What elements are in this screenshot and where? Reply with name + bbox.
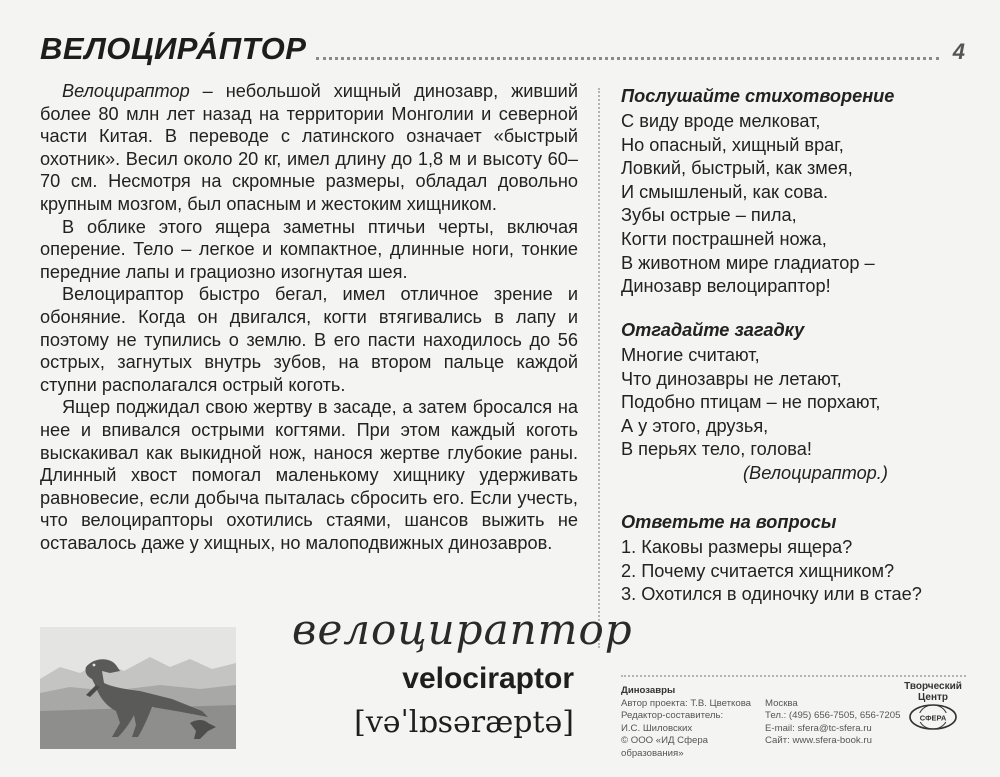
poem-line: Когти пострашней ножа, bbox=[621, 228, 827, 249]
paragraph-1-text: – небольшой хищный динозавр, живший более 80 млн лет назад на территории Монголии и северной части Китая. В переводе с латинского означает «быстрый охотник». Весил около 20 кг, имел длину до 1,8 м и высоту 60–70 см. Несмотря на скромные размеры, обладал довольно крупным мозгом, был опасным и жестоким хищником. bbox=[40, 81, 578, 214]
logo-line-2: Центр bbox=[917, 692, 949, 703]
poem-line: И смышленый, как сова. bbox=[621, 181, 829, 202]
riddle-section bbox=[621, 318, 971, 486]
footer-credits bbox=[621, 685, 761, 761]
footer-line: Редактор-составитель: bbox=[621, 710, 724, 722]
latin-word: velociraptor bbox=[402, 662, 574, 695]
riddle-line: Многие считают, bbox=[621, 345, 760, 365]
dotted-leader bbox=[316, 57, 938, 60]
footer-line: Москва bbox=[765, 697, 798, 709]
paragraph-4: Ящер поджидал свою жертву в засаде, а затем бросался на нее и впивался острыми когтями. При этом каждый коготь выскакивал как выкидной нож, нанося жертве глубокие раны. Длинный хвост помогал маленькому хищнику удерживать равновесие, если добыча пыталась сбросить его. Если учесть, что велоцирапторы охотились стаями, шансов выжить не оставалось даже у хищных, но малоподвижных динозавров. bbox=[40, 397, 578, 553]
poem-line: Зубы острые – пила, bbox=[621, 205, 797, 226]
cursive-word: велоцираптор bbox=[292, 605, 633, 654]
footer-contacts bbox=[765, 685, 905, 748]
question-item: 1. Каковы размеры ящера? bbox=[621, 537, 853, 557]
footer-line: И.С. Шиловских bbox=[621, 722, 693, 734]
footer-line bbox=[765, 685, 905, 698]
footer-line: Автор проекта: Т.В. Цветкова bbox=[621, 697, 752, 709]
publisher-logo bbox=[900, 681, 966, 731]
sphere-logo-icon bbox=[908, 703, 958, 731]
poem-heading: Послушайте стихотворение bbox=[621, 86, 895, 106]
article-text bbox=[40, 80, 578, 554]
footer-line: E-mail: sfera@tc-sfera.ru bbox=[765, 722, 872, 734]
riddle-line: Подобно птицам – не порхают, bbox=[621, 392, 881, 413]
logo-word: СФЕРА bbox=[919, 713, 947, 723]
footer-line: Сайт: www.sfera-book.ru bbox=[765, 735, 872, 747]
question-item: 3. Охотился в одиночку или в стае? bbox=[621, 584, 922, 605]
paragraph-1-italic: Велоцираптор bbox=[62, 81, 190, 101]
poem-line: В животном мире гладиатор – bbox=[621, 252, 875, 273]
footer-line: Тел.: (495) 656-7505, 656-7205 bbox=[765, 710, 901, 722]
paragraph-1 bbox=[40, 80, 578, 216]
transcription: [vəˈlɒsəræptə] bbox=[354, 705, 574, 740]
logo-line-1: Творческий bbox=[904, 681, 962, 692]
footer-series: Динозавры bbox=[621, 685, 676, 696]
riddle-line: Что динозавры не летают, bbox=[621, 368, 842, 389]
questions-section bbox=[621, 510, 971, 607]
page-title: ВЕЛОЦИРА́ПТОР bbox=[40, 31, 307, 66]
riddle-line: А у этого, друзья, bbox=[621, 415, 769, 436]
velociraptor-illustration bbox=[40, 627, 236, 749]
paragraph-2: В облике этого ящера заметны птичьи черты, включая оперение. Тело – легкое и компактное, длинные ноги, тонкие передние лапы и грациозно изогнутая шея. bbox=[40, 216, 578, 282]
poem-section bbox=[621, 84, 971, 299]
poem-line: Но опасный, хищный враг, bbox=[621, 134, 844, 155]
footer-line: © ООО «ИД Сфера образования» bbox=[621, 735, 709, 759]
questions-heading: Ответьте на вопросы bbox=[621, 512, 837, 532]
logo-caption bbox=[900, 681, 966, 703]
footer-divider bbox=[621, 675, 966, 677]
poem-line: С виду вроде мелковат, bbox=[621, 111, 821, 131]
paragraph-3: Велоцираптор быстро бегал, имел отличное зрение и обоняние. Когда он двигался, когти втягивались в лапу и поэтому не тупились о землю. В его пасти находилось до 56 острых, загнутых внутрь зубов, на втором пальце каждой ступни располагался острый коготь. bbox=[40, 284, 578, 395]
dinosaur-drawing bbox=[40, 627, 236, 749]
riddle-heading: Отгадайте загадку bbox=[621, 320, 805, 340]
page-header bbox=[40, 26, 965, 66]
question-item: 2. Почему считается хищником? bbox=[621, 560, 895, 581]
poem-line: Динозавр велоцираптор! bbox=[621, 276, 831, 297]
column-divider bbox=[598, 88, 600, 648]
poem-line: Ловкий, быстрый, как змея, bbox=[621, 158, 853, 179]
riddle-answer: (Велоцираптор.) bbox=[743, 462, 888, 483]
riddle-line: В перьях тело, голова! bbox=[621, 439, 812, 460]
page-number: 4 bbox=[952, 39, 965, 64]
